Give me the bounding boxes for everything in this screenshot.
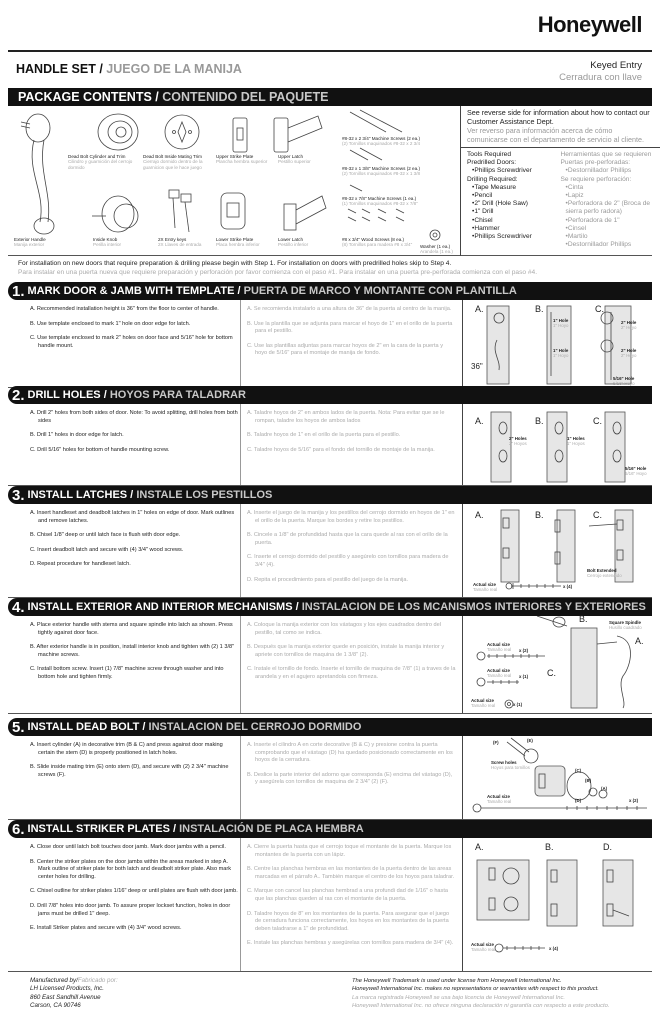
package-parts-2-en: Dead Bolt Inside Mating Trim [143, 154, 202, 159]
step-6-en [30, 844, 240, 940]
steps-0-figure-b-hole-en: 1" Hole [553, 348, 569, 353]
part-upper-strike-plate [216, 154, 278, 165]
footer-street: 860 East Sandhill Avenue [30, 993, 101, 1001]
deadbolt-cylinder-illustration [93, 112, 143, 152]
steps-1-title-en: DRILL HOLES / [27, 389, 107, 401]
steps-5-figure-labels-0: A. [475, 842, 484, 852]
package-tools-es-heading: Herramientas que se requieren Puertas pre-perforadas: [560, 151, 652, 167]
steps-1-figure-a-es: 2" Hoyos [509, 441, 527, 447]
steps-2-items-es-3: D. Repita el procedimiento para el pestillo del juego de la manija. [247, 576, 409, 583]
steps-0-items-es-0: A. Se recomienda instalarlo a una altura de 36" de la puerta al centro de la manija. [247, 306, 452, 312]
steps-3-figure-spindle-es: Husillo cuadrado [609, 625, 642, 631]
machine-screws-2-3-4-illustration [346, 108, 406, 136]
steps-1-figure-a-en: 2" Holes [509, 436, 527, 441]
steps-0-num: 1. [12, 282, 25, 300]
part-lower-strike-plate [216, 237, 260, 248]
steps-4-figure-letters-2: (C) [575, 768, 582, 773]
steps-0-figure-b-hole-es: 1" Hoyo [553, 353, 569, 359]
steps-3-figure-actual-en: Actual size [487, 668, 510, 673]
package-tools-en-drilling-items-6: • Phillips Screwdriver [472, 233, 561, 241]
package-parts-13-en: Washer (1 ea.) [420, 244, 451, 249]
package-parts-11-es: (1) Tornillos maquinados #8-32 x 7/8" [342, 201, 418, 207]
step-3-es [240, 504, 462, 597]
install-latches-illustration [477, 506, 647, 596]
steps-1-items-es-0: A. Taladre hoyos de 2" en ambos lados de la puerta. Nota: Para evitar que se le rompan, taladre los hoyos de ambos lados [247, 410, 445, 424]
part-deadbolt-cylinder [68, 154, 148, 170]
exterior-handle-illustration [16, 112, 66, 242]
package-tools-es-drilling-items-6: • Destornillador Phillips [566, 241, 655, 249]
steps-2-figure-labels-1: B. [535, 510, 544, 520]
info-es: Ver reverso para información acerca de cómo comunicarse con el departamento de servicio al cliente. [467, 126, 644, 144]
steps-2-items-es-1: B. Cincele a 1/8" de profundidad hasta que la cara quede al ras con el orillo de la puerta. [247, 532, 448, 546]
steps-0-figure-b-hole-es: 1" Hoyo [553, 323, 569, 329]
steps-3-figure-qty1: x (2) [519, 648, 529, 653]
steps-3-figure-actual-es: Tamaño real [487, 673, 512, 679]
package-parts-5-en: Inside Knob [93, 237, 118, 242]
steps-5-items-en-2: C. Chisel outline for striker plates 1/16" deep or until plates are flush with door jamb. [30, 888, 238, 895]
part-washer [420, 244, 453, 255]
package-tools-en-drilling-items-2: • 2" Drill (Hole Saw) [472, 200, 561, 208]
package-tools-en-drilling-items-3: • 1" Drill [472, 208, 561, 216]
package-parts-7-en: Lower Strike Plate [216, 237, 254, 242]
steps-3-figure-labels-2: C. [547, 668, 556, 678]
product-type-en: Keyed Entry [590, 60, 642, 71]
steps-4-items-es-0: A. Inserte el cilindro A en corte decorative (B & C) y presione contra la puerta comprobando que el vástago (D) ha quedado posicionado correctamente en los hoyos de la cerradura. [247, 742, 453, 764]
step-1 [8, 300, 652, 388]
steps-3-figure-actual-es: Tamaño real [487, 647, 512, 653]
note-en: For installation on new doors that require preparation & drilling please begin with Step 1. For installation on doors with predrilled holes skip to Step 4. [18, 260, 452, 267]
package-parts-3-en: Upper Strike Plate [216, 154, 254, 159]
package-parts-12-es: (8) Tornillos para madera #8 x 3/4" [342, 242, 413, 248]
steps-4-figure-letters-5: (D) [575, 798, 582, 803]
step-4-figure [462, 616, 652, 713]
package-tools-es-drilling-items-4: • Cinsel [566, 225, 655, 233]
steps-5-items-es-3: D. Taladre hoyos de 8" en los montantes de la puerta. Para asegurar que el juego de cerradura funciona correctamente, los hoyos en los montantes de la puerta deben taladrarse a 1" de profundidad. [247, 910, 450, 932]
steps-2-figure-bolt-es: Cerrojo extendido [587, 573, 622, 579]
steps-1-figure-b-es: 1" Hoyos [567, 441, 585, 447]
step-5-figure [462, 736, 652, 819]
wood-screws-illustration [346, 206, 416, 226]
footer-legal-en1: The Honeywell Trademark is used under license from Honeywell International Inc. [352, 978, 562, 984]
upper-latch-illustration [270, 112, 325, 157]
part-machine-screw-7-8 [342, 196, 418, 207]
part-upper-latch [278, 154, 338, 165]
package-parts-6-es: 2X Llaves de entrada [158, 242, 202, 248]
machine-screws-1-3-8-illustration [346, 146, 386, 164]
steps-2-items-es-2: C. Inserte el cerrojo dormido del pestillo y asegúrelo con tornillos para madera de 3/4" (4). [247, 554, 449, 568]
steps-0-title-en: MARK DOOR & JAMB WITH TEMPLATE / [27, 285, 241, 297]
customer-assistance-info [461, 106, 660, 148]
steps-4-title-en: INSTALL DEAD BOLT / [27, 721, 146, 733]
part-exterior-handle [14, 237, 46, 248]
steps-0-figure-labels-2: C. [595, 304, 604, 314]
step-2 [8, 404, 652, 486]
step-6-es [240, 838, 462, 971]
steps-4-figure-actual-es: Tamaño real [487, 799, 512, 805]
steps-3-figure-qty2: x (1) [519, 674, 529, 679]
product-type-es: Cerradura con llave [559, 72, 642, 83]
steps-5-num: 6. [12, 820, 25, 838]
title-en: HANDLE SET / [16, 62, 103, 76]
steps-2-figure-actual-es: Tamaño real [473, 587, 498, 593]
tools-panel [460, 106, 660, 256]
steps-2-figure-qty: x (4) [563, 584, 573, 589]
steps-1-title-es: HOYOS PARA TALADRAR [109, 389, 246, 401]
step-3-figure [462, 504, 652, 597]
steps-5-figure-actual-es: Tamaño real [471, 947, 496, 953]
product-type [559, 60, 642, 84]
header-divider [8, 50, 652, 52]
heading-en: PACKAGE CONTENTS / [18, 90, 159, 104]
info-en: See reverse side for information about how to contact our Customer Assistance Dept. [467, 108, 650, 126]
steps-4-num: 5. [12, 718, 25, 736]
part-inside-knob [93, 237, 121, 248]
package-parts-1-en: Dead Bolt Cylinder and Trim [68, 154, 126, 159]
steps-3-items-en-0: A. Place exterior handle with stems and square spindle into latch as shown. Press tightly against door face. [30, 622, 233, 636]
steps-3-figure-spindle-en: Square Spindle [609, 620, 641, 625]
steps-4-figure-letters-0: (F) [493, 740, 499, 745]
steps-3-items-en-1: B. After exterior handle is in position, install interior knob and tighten with (2) 1 3/8" machine screws. [30, 644, 235, 658]
package-tools-en-drilling-items-1: • Pencil [472, 192, 561, 200]
steps-2-figure-labels-0: A. [475, 510, 484, 520]
step-5-en [30, 742, 240, 786]
tools-en [467, 151, 561, 249]
footer-mfg-en: Manufactured by/ [30, 977, 78, 984]
step-1-en [30, 306, 240, 357]
step-6 [8, 838, 652, 972]
lower-latch-illustration [280, 190, 330, 232]
package-tools-es-drilling: Se requiere perforación: [560, 175, 632, 183]
steps-3-figure-actual-en: Actual size [471, 698, 494, 703]
package-parts-9-en: #8-32 x 2 3/4" Machine Screws (2 ea.) [342, 136, 420, 141]
footer-legal-es2: Honeywell International Inc. no ofrece ninguna declaración ni garantía con respecto a este producto. [352, 1003, 610, 1010]
package-parts-2-es: Cierrajo dormido dentro de la guarnicion que le hace juego [143, 159, 203, 170]
page-title [16, 62, 242, 76]
steps-5-items-en-3: D. Drill 7/8" holes into door jamb. To assure proper lockset function, holes in door jams must be drilled 1" deep. [30, 902, 231, 917]
package-parts-10-es: (2) Tornillos maquinados #8-32 x 1 3/8 [342, 171, 421, 177]
part-wood-screws [342, 237, 412, 248]
lower-strike-plate-illustration [218, 191, 248, 231]
steps-5-items-es-4: E. Instale las planchas hembras y asegúrelas con tornillos para madera de 3/4" (4). [247, 940, 454, 947]
step-6-heading [8, 820, 652, 838]
package-parts-0-es: Manija exterior [14, 242, 45, 248]
step-4-es [240, 616, 462, 713]
package-tools-es-predrilled-items-0: • Destornillador Phillips [566, 167, 655, 175]
steps-4-figure-actual-en: Actual size [487, 794, 510, 799]
steps-4-figure-letters-3: (B) [585, 778, 592, 783]
part-machine-screws-1-3-8 [342, 166, 420, 177]
steps-1-figure-labels-2: C. [593, 416, 602, 426]
package-tools-es-drilling-items-0: • Cinta [566, 184, 655, 192]
steps-2-items-en-1: B. Chisel 1/8" deep or until latch face is flush with door edge. [30, 532, 181, 539]
step-4 [8, 616, 652, 714]
steps-0-figure-b-hole-en: 1" Hole [553, 318, 569, 323]
package-parts-9-es: (2) Tornillos maquinados #8-32 x 2 3/4 [342, 141, 421, 147]
steps-5-figure-labels-2: D. [603, 842, 612, 852]
step-5 [8, 736, 652, 820]
steps-5-items-en-4: E. Install Striker plates and secure with (4) 3/4" wood screws. [30, 925, 182, 932]
step-1-heading [8, 282, 652, 300]
package-parts-10-en: #8-32 x 1 3/8" Machine Screws (2 ea.) [342, 166, 420, 171]
steps-2-title-es: INSTALE LOS PESTILLOS [136, 489, 273, 501]
steps-1-num: 2. [12, 386, 25, 404]
package-tools-en-drilling: Drilling Required: [467, 175, 518, 183]
package-tools-es-drilling-items-1: • Lapiz [566, 192, 655, 200]
steps-0-title-es: PUERTA DE MARCO Y MONTANTE CON PLANTILLA [243, 285, 517, 297]
deadbolt-exploded-illustration [467, 736, 653, 818]
step-2-en [30, 410, 240, 461]
steps-1-figure-c-es: 5/16" Hoyo [625, 471, 647, 477]
steps-0-items-en-1: B. Use template enclosed to mark 1" hole on door edge for latch. [30, 320, 191, 327]
package-tools-es-drilling-items-2: • Perforadora de 2" (Broca de sierra perfo radora) [566, 200, 655, 216]
steps-3-figure-actual-en: Actual size [487, 642, 510, 647]
note-es: Para instalar en una puerta nueva que requiere preparación y perforación por favor comienza con el paso #1. Para instalar en una puerta pre-perforada comienza con el paso #4. [18, 269, 538, 276]
steps-1-figure-labels-0: A. [475, 416, 484, 426]
steps-0-items-es-1: B. Use la plantilla que se adjunta para marcar el hoyo de 1" en el orillo de la puerta para el pestillo. [247, 320, 453, 335]
package-parts-5-es: Perilla interior [93, 242, 122, 248]
steps-0-figure-c-small-en: 5/16" Hole [613, 376, 635, 381]
steps-3-figure-labels-1: B. [579, 614, 588, 624]
steps-5-items-en-0: A. Close door until latch bolt touches door jamb. Mark door jambs with a pencil. [30, 844, 226, 850]
part-machine-screws-2-3-4 [342, 136, 420, 147]
heading-es: CONTENIDO DEL PAQUETE [162, 90, 329, 104]
steps-5-items-en-1: B. Center the striker plates on the door jambs within the areas marked in step A. Mark outline of striker plate for both latch and deadbolt striker plate. Also mark center holes for drilling. [30, 858, 232, 880]
package-parts-6-en: 2X Entry keys [158, 237, 187, 242]
package-parts-3-es: Plancha hembra superior [216, 159, 268, 165]
steps-0-figure-c-small-es: 5/16" Hoyo [613, 381, 635, 387]
manufacturer-info [30, 977, 118, 1011]
package-tools-en-heading: Tools Required [467, 151, 511, 158]
package-tools-en-drilling-items-4: • Chisel [472, 217, 561, 225]
package-tools-es-drilling-items-5: • Martilo [566, 233, 655, 241]
package-tools-en-drilling-items-0: • Tape Measure [472, 184, 561, 192]
steps-4-figure-letters-4: (A) [601, 786, 608, 791]
steps-1-figure-c-en: 5/16" Hole [625, 466, 647, 471]
steps-4-items-en-1: B. Slide inside mating trim (E) onto stem (D), and secure with (2) 2 3/4" machine screws (F). [30, 764, 229, 778]
steps-0-items-en-0: A. Recommended installation height is 36" from the floor to center of handle. [30, 306, 219, 312]
machine-screw-7-8-illustration [346, 182, 366, 194]
steps-2-num: 3. [12, 486, 25, 504]
steps-3-items-es-1: B. Después que la manija exterior quede en posición, instale la manija interior y apriete con tornillos de maquina de 1 3/8" (2). [247, 644, 445, 658]
upper-strike-plate-illustration [230, 116, 250, 154]
steps-1-items-es-2: C. Taladre hoyos de 5/16" para el fondo del tornillo de montaje de la manija. [247, 446, 435, 453]
steps-0-items-en-2: C. Use template enclosed to mark 2" holes on door face and 5/16" hole for bottom handle mount. [30, 335, 233, 349]
step-2-es [240, 404, 462, 485]
steps-4-figure-holes-en: Screw holes [491, 760, 517, 765]
package-tools-es-drilling-items-3: • Perforadora de 1" [566, 217, 655, 225]
step-5-es [240, 736, 462, 819]
steps-2-title-en: INSTALL LATCHES / [27, 489, 134, 501]
steps-2-figure-actual-en: Actual size [473, 582, 496, 587]
package-parts-8-en: Lower Latch [278, 237, 304, 242]
steps-5-title-en: INSTALL STRIKER PLATES / [27, 823, 177, 835]
steps-3-items-es-0: A. Coloque la manija exterior con los vástagos y los ejes cuadrados dentro del pestillo, tal como se indica. [247, 622, 442, 636]
steps-3-figure-actual-es: Tamaño real [471, 703, 496, 709]
step-3-en [30, 510, 240, 576]
package-parts-0-en: Exterior Handle [14, 237, 46, 242]
steps-5-items-es-1: B. Centre las planchas hembras en las montantes de la puerta dentro de las areas marcadas en el párrafo A.. También marque el centro de los hoyos para taladrar. [247, 866, 455, 880]
steps-2-figure-labels-2: C. [593, 510, 602, 520]
steps-0-figure-c-hole-en: 2" Hole [621, 320, 637, 325]
footer-city: Carson, CA 90746 [30, 1002, 81, 1010]
package-parts-4-en: Upper Latch [278, 154, 304, 159]
tools-es [561, 151, 655, 249]
part-entry-keys [158, 237, 201, 248]
steps-4-figure-letters-1: (E) [527, 738, 533, 743]
steps-0-figure-c-hole-es: 2" Hoyo [621, 353, 637, 359]
steps-3-figure-labels-0: A. [635, 636, 644, 646]
steps-5-figure-actual-en: Actual size [471, 942, 494, 947]
steps-0-figure-height: 36" [471, 362, 483, 371]
step-3-heading [8, 486, 652, 504]
washer-illustration [428, 228, 442, 242]
steps-0-figure-labels-1: B. [535, 304, 544, 314]
package-contents-heading [8, 88, 652, 106]
footer-legal-es1: La marca registrada Honeywell se usa bajo licencia de Honeywell International Inc. [352, 994, 565, 1001]
steps-5-items-es-0: A. Cierre la puerta hasta que el cerrojo toque el montante de la puerta. Marque los montantes de la puerta con un lápiz. [247, 844, 452, 858]
steps-2-items-es-0: A. Inserte el juego de la manija y los pestillos del cerrojo dormido en hoyos de 1" en el orillo de la puerta. Marque los bordes y retire los pestillos. [247, 510, 455, 524]
footer-legal-en2: Honeywell International Inc. makes no representations or warranties with respect to this product. [352, 986, 599, 993]
package-parts-4-es: Pestillo superior [278, 159, 311, 165]
steps-4-title-es: INSTALACION DEL CERROJO DORMIDO [148, 721, 362, 733]
steps-1-items-en-0: A. Drill 2" holes from both sides of door. Note: To avoid splitting, drill holes from both sides [30, 410, 238, 424]
footer-mfg-es: Fabricado por: [77, 977, 118, 984]
drill-holes-illustration [477, 406, 647, 484]
steps-5-title-es: INSTALACIÓN DE PLACA HEMBRA [179, 823, 364, 835]
steps-4-figure-holes-es: Hoyos para tornillos [491, 765, 530, 771]
steps-3-num: 4. [12, 598, 25, 616]
steps-3-items-es-2: C. Instale el tornillo de fondo. Inserte el tornillo de maquina de 7/8" (1) a traves de la arandela y en el agujero apretandola con firmeza. [247, 666, 456, 680]
footer-company: LH Licensed Products, Inc. [30, 985, 104, 993]
steps-1-items-es-1: B. Taladre hoyos de 1" en el orillo de la puerta para el pestillo. [247, 432, 401, 439]
step-1-figure [462, 300, 652, 387]
step-3 [8, 504, 652, 598]
package-parts-12-en: #8 x 3/4" Wood Screws (8 ea.) [342, 237, 405, 242]
steps-3-figure-qty3: x (1) [513, 702, 523, 707]
package-parts-11-en: #8-32 x 7/8" Machine Screws (1 ea.) [342, 196, 417, 201]
inside-knob-illustration [90, 190, 150, 236]
step-4-en [30, 622, 240, 689]
steps-0-figure-c-hole-es: 2" Hoyo [621, 325, 637, 331]
steps-2-items-en-2: C. Insert deadbolt latch and secure with (4) 3/4" wood screws. [30, 546, 184, 553]
steps-3-title-es: INSTALACION DE LOS MCANISMOS INTERIORES Y EXTERIORES [301, 601, 646, 613]
steps-2-items-en-3: D. Repeat procedure for handleset latch. [30, 561, 131, 568]
steps-5-items-es-2: C. Marque con cancel las planchas hembrad a una profundi dad de 1/16" o hasta que las planchas queden al ras con el montante de la puerta. [247, 888, 449, 902]
step-4-heading [8, 598, 652, 616]
steps-4-items-en-0: A. Insert cylinder (A) in decorative trim (B & C) and press against door making certain the stem (D) is properly positioned in latch holes. [30, 742, 223, 756]
steps-2-items-en-0: A. Insert handleset and deadbolt latches in 1" holes on edge of door. Mark outlines and remove latches. [30, 510, 235, 524]
trademark-notice [352, 977, 609, 1011]
title-es: JUEGO DE LA MANIJA [106, 62, 242, 76]
steps-1-figure-labels-1: B. [535, 416, 544, 426]
steps-5-figure-labels-1: B. [545, 842, 554, 852]
step-6-figure [462, 838, 652, 971]
step-1-es [240, 300, 462, 387]
step-2-figure [462, 404, 652, 485]
steps-2-figure-bolt-en: Bolt Extended [587, 568, 617, 573]
steps-3-title-en: INSTALL EXTERIOR AND INTERIOR MECHANISMS / [27, 601, 299, 613]
step-5-heading [8, 718, 652, 736]
package-tools-en-drilling-items-5: • Hammer [472, 225, 561, 233]
steps-4-figure-qty: x (2) [629, 798, 639, 803]
package-tools-en-predrilled: Predrilled Doors: [467, 159, 517, 167]
installation-note [18, 259, 537, 277]
steps-4-items-es-1: B. Deslice la parte interior del adorno que corresponda (E) encima del vástago (D), y asegúrela con tornillos de maquina de 2 3/4" (2) (F). [247, 771, 453, 786]
tools-required [461, 148, 660, 252]
part-deadbolt-inside-trim [143, 154, 215, 170]
steps-0-figure-labels-0: A. [475, 304, 484, 314]
steps-1-figure-b-en: 1" Holes [567, 436, 585, 441]
steps-1-items-en-2: C. Drill 5/16" holes for bottom of handle mounting screw. [30, 446, 170, 453]
package-parts-8-es: Pestillo inferior [278, 242, 309, 248]
deadbolt-inside-trim-illustration [160, 114, 205, 154]
steps-0-figure-c-hole-en: 2" Hole [621, 348, 637, 353]
package-contents [8, 106, 652, 256]
door-template-illustration [477, 304, 647, 386]
honeywell-logo: Honeywell [537, 12, 642, 37]
package-parts-1-es: Cilindro y guarnición del cerrojo dormido [68, 159, 133, 170]
steps-0-items-es-2: C. Use las plantillas adjuntas para marcar hoyos de 2" en la cara de la puerta y hoyo de 5/16" para el montaje de manija de fondo. [247, 342, 444, 357]
package-parts-7-es: Placa hembra inferior [216, 242, 260, 248]
package-tools-en-predrilled-items-0: • Phillips Screwdriver [472, 167, 561, 175]
step-2-heading [8, 386, 652, 404]
package-parts-13-es: Arandela (1 ea.) [420, 249, 453, 255]
steps-5-figure-qty: x (4) [549, 946, 559, 951]
steps-3-items-en-2: C. Install bottom screw. Insert (1) 7/8" machine screw through washer and into bottom hole and tighten firmly. [30, 666, 224, 680]
entry-keys-illustration [163, 186, 203, 236]
part-lower-latch [278, 237, 308, 248]
steps-1-items-en-1: B. Drill 1" holes in door edge for latch. [30, 432, 124, 439]
